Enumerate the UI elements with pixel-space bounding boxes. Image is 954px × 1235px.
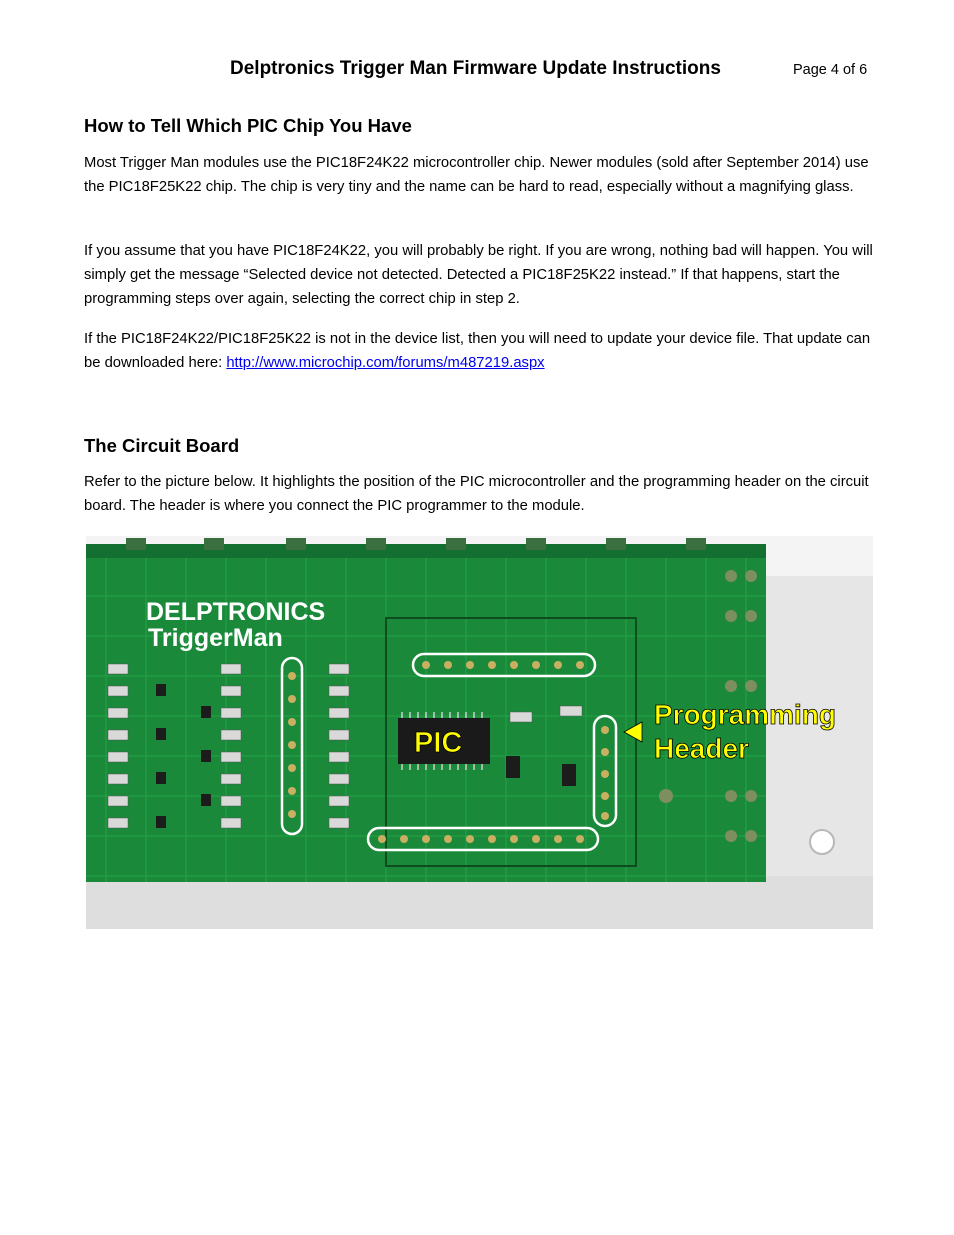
- programming-label: Programming: [654, 699, 837, 730]
- section-heading-pic-chip: How to Tell Which PIC Chip You Have: [84, 115, 412, 136]
- section-heading-circuit-board: The Circuit Board: [84, 435, 240, 456]
- brand-product: TriggerMan: [148, 624, 283, 652]
- document-title: Delptronics Trigger Man Firmware Update Instructions: [230, 58, 721, 79]
- paragraph-device-file: [84, 327, 874, 375]
- page-number: Page 4 of 6: [793, 62, 868, 78]
- microchip-forum-link[interactable]: http://www.microchip.com/forums/m487219.aspx: [226, 355, 545, 371]
- device-file-text: If the PIC18F24K22/PIC18F25K22 is not in the device list, then you will need to update your device file. That update can be downloaded here:: [84, 331, 871, 371]
- brand-name: DELPTRONICS: [146, 598, 326, 626]
- paragraph-chip-intro: Most Trigger Man modules use the PIC18F24K22 microcontroller chip. Newer modules (sold after September 2014) use the PIC18F25K22 chip. The chip is very tiny and the name can be hard to read, especially without a magnifying glass.: [84, 155, 869, 195]
- header-label: Header: [654, 733, 749, 764]
- paragraph-circuit-board: Refer to the picture below. It highlights the position of the PIC microcontroller and the programming header on the circuit board. The header is where you connect the PIC programmer to the module.: [84, 474, 869, 514]
- circuit-board-photo: [86, 536, 873, 929]
- pic-label: PIC: [414, 727, 463, 759]
- paragraph-assume-chip: If you assume that you have PIC18F24K22, you will probably be right. If you are wrong, nothing bad will happen. You will simply get the message “Selected device not detected. Detected a PIC18F25K22 instead.” If that happens, start the programming steps over again, selecting the correct chip in step 2.: [84, 243, 873, 307]
